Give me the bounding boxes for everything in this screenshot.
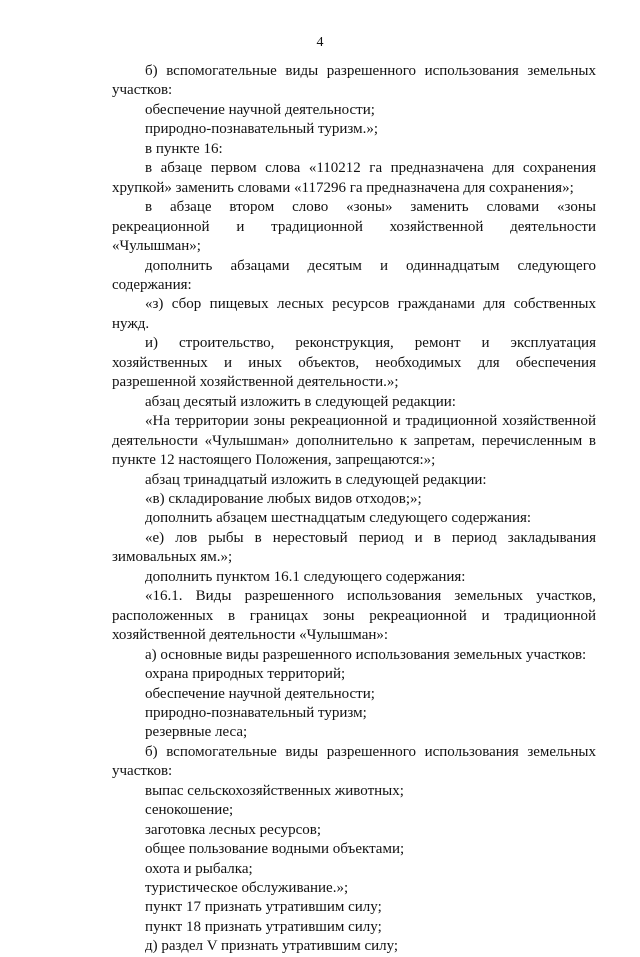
paragraph: туристическое обслуживание.»;: [145, 880, 349, 897]
paragraph: обеспечение научной деятельности;: [145, 685, 375, 702]
paragraph: охрана природных территорий;: [145, 666, 346, 683]
paragraph: в пункте 16:: [145, 140, 223, 157]
paragraph: а) основные виды разрешенного использования земельных участков:: [145, 646, 587, 663]
paragraph: пункт 18 признать утратившим силу;: [145, 918, 382, 935]
paragraph: охота и рыбалка;: [145, 860, 253, 877]
paragraph: абзац тринадцатый изложить в следующей редакции:: [145, 471, 487, 488]
paragraph: резервные леса;: [145, 724, 248, 741]
paragraph: природно-познавательный туризм;: [145, 704, 367, 721]
paragraph: выпас сельскохозяйственных животных;: [145, 782, 404, 799]
paragraph: «в) складирование любых видов отходов;»;: [145, 490, 422, 507]
page-number: 4: [316, 35, 324, 50]
paragraph: в абзаце первом слова «110212 га предназначена для сохранения хрупкой» заменить словами «117296 га предназначена для сохранения»;: [112, 160, 596, 196]
paragraph: «На территории зоны рекреационной и традиционной хозяйственной деятельности «Чулышман» дополнительно к запретам, перечисленным в пункте 12 настоящего Положения, запрещаются:»;: [112, 413, 596, 469]
paragraph: пункт 17 признать утратившим силу;: [145, 899, 382, 916]
paragraph: б) вспомогательные виды разрешенного использования земельных участков:: [112, 743, 596, 780]
paragraph: д) раздел V признать утратившим силу;: [145, 938, 399, 955]
paragraph: дополнить абзацем шестнадцатым следующего содержания:: [145, 510, 532, 527]
paragraph: «16.1. Виды разрешенного использования земельных участков, расположенных в границах зоны рекреационной и традиционной хозяйственной деятельности «Чулышман»:: [112, 588, 596, 644]
document-body: [112, 62, 596, 957]
paragraph: б) вспомогательные виды разрешенного использования земельных участков:: [112, 63, 596, 99]
paragraph: дополнить пунктом 16.1 следующего содержания:: [145, 568, 466, 585]
paragraph: в абзаце втором слово «зоны» заменить словами «зоны рекреационной и традиционной хозяйственной деятельности «Чулышман»;: [112, 199, 596, 255]
paragraph: и) строительство, реконструкция, ремонт и эксплуатация хозяйственных и иных объектов, необходимых для обеспечения разрешенной хозяйственной деятельности.»;: [112, 335, 596, 391]
paragraph: природно-познавательный туризм.»;: [145, 121, 378, 138]
paragraph: «з) сбор пищевых лесных ресурсов гражданами для собственных нужд.: [112, 296, 596, 332]
paragraph: заготовка лесных ресурсов;: [145, 821, 322, 838]
paragraph: «е) лов рыбы в нерестовый период и в период закладывания зимовальных ям.»;: [112, 529, 596, 566]
paragraph: дополнить абзацами десятым и одиннадцатым следующего содержания:: [112, 257, 596, 293]
paragraph: абзац десятый изложить в следующей редакции:: [145, 393, 456, 410]
paragraph: обеспечение научной деятельности;: [145, 101, 375, 118]
paragraph: сенокошение;: [145, 802, 234, 819]
paragraph: общее пользование водными объектами;: [145, 841, 405, 858]
